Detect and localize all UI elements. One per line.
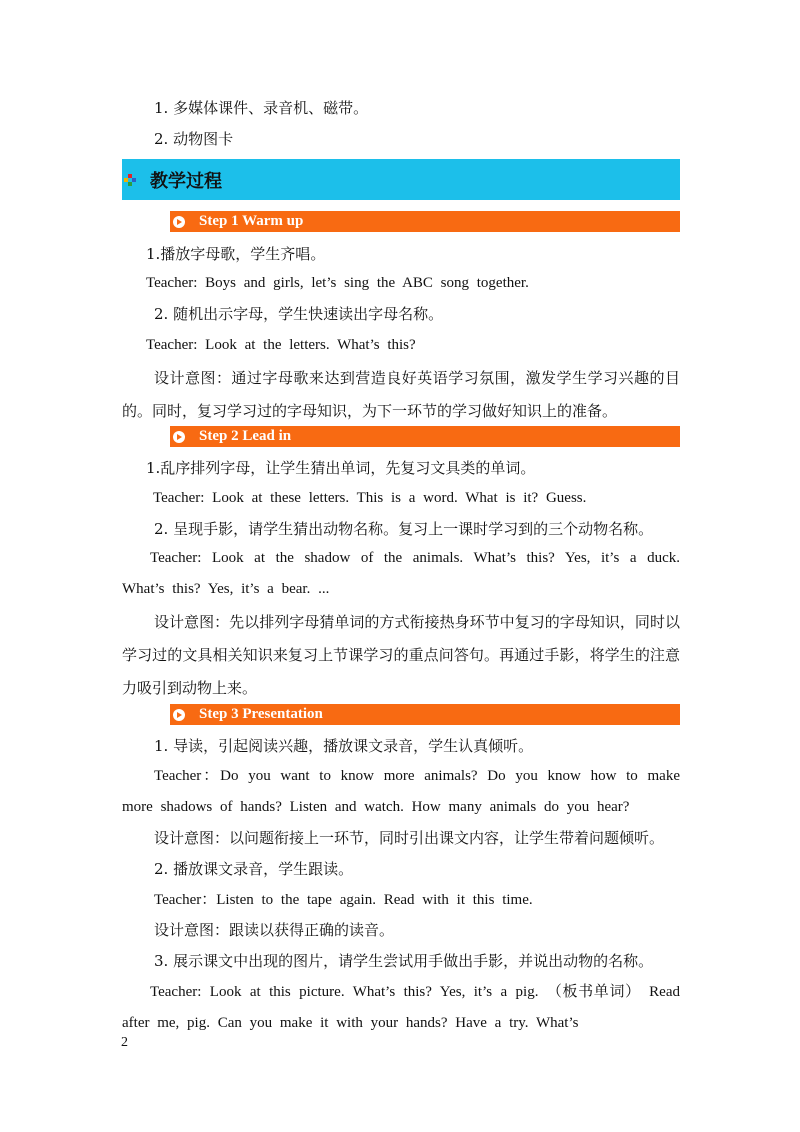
bullet-icon: [124, 174, 136, 186]
step-3-line-7: 3. 展示课文中出现的图片，请学生尝试用手做出手影，并说出动物的名称。: [154, 952, 654, 970]
step-3-design-note-2: 设计意图：跟读以获得正确的读音。: [154, 921, 395, 939]
step-3-line-5: Teacher：Listen to the tape again. Read with it this time.: [154, 892, 533, 908]
step-1-line-1: 1.播放字母歌，学生齐唱。: [146, 245, 326, 263]
step-2-line-3: 2. 呈现手影，请学生猜出动物名称。复习上一课时学习到的三个动物名称。: [154, 520, 654, 538]
step-3-line-8: Teacher: Look at this picture. What’s this? Yes, it’s a pig. （板书单词） Read after me, pig. Can you make it with your hands? Have a try. What’s: [122, 984, 680, 1031]
step-1-design-note: 设计意图：通过字母歌来达到营造良好英语学习氛围，激发学生学习兴趣的目的。同时，复习学习过的字母知识，为下一环节的学习做好知识上的准备。: [122, 369, 680, 420]
section-title: 教学过程: [150, 170, 222, 192]
step-3-design-note-1: 设计意图：以问题衔接上一环节，同时引出课文内容，让学生带着问题倾听。: [154, 829, 665, 847]
step-2-label: Step 2 Lead in: [199, 428, 292, 444]
arrow-circle-icon: [173, 216, 185, 228]
step-3-banner: [170, 704, 680, 725]
step-1-line-2: Teacher: Boys and girls, let’s sing the ABC song together.: [146, 275, 529, 291]
step-2-line-2: Teacher: Look at these letters. This is a word. What is it? Guess.: [153, 490, 587, 506]
step-1-line-3: 2. 随机出示字母，学生快速读出字母名称。: [154, 305, 444, 323]
step-2-design-note: 设计意图：先以排列字母猜单词的方式衔接热身环节中复习的字母知识，同时以学习过的文具相关知识来复习上节课学习的重点问答句。再通过手影，将学生的注意力吸引到动物上来。: [122, 613, 680, 697]
arrow-circle-icon: [173, 431, 185, 443]
section-banner: [122, 159, 680, 200]
step-2-line-1: 1.乱序排列字母，让学生猜出单词，先复习文具类的单词。: [146, 459, 536, 477]
step-3-line-1: 1. 导读，引起阅读兴趣，播放课文录音，学生认真倾听。: [154, 737, 534, 755]
materials-item-2: 2. 动物图卡: [154, 130, 234, 148]
step-3-line-2: Teacher：Do you want to know more animals? Do you know how to make more shadows of hands? Listen and watch. How many animals do you hear?: [122, 768, 680, 815]
step-1-label: Step 1 Warm up: [199, 213, 304, 229]
step-3-line-4: 2. 播放课文录音，学生跟读。: [154, 860, 354, 878]
page-number: 2: [121, 1035, 128, 1050]
step-2-line-4: Teacher: Look at the shadow of the animals. What’s this? Yes, it’s a duck. What’s this? Yes, it’s a bear. ...: [122, 550, 680, 597]
step-2-banner: [170, 426, 680, 447]
step-3-label: Step 3 Presentation: [199, 706, 323, 722]
step-1-line-4: Teacher: Look at the letters. What’s this?: [146, 337, 416, 353]
step-1-banner: [170, 211, 680, 232]
arrow-circle-icon: [173, 709, 185, 721]
materials-item-1: 1. 多媒体课件、录音机、磁带。: [154, 99, 369, 117]
